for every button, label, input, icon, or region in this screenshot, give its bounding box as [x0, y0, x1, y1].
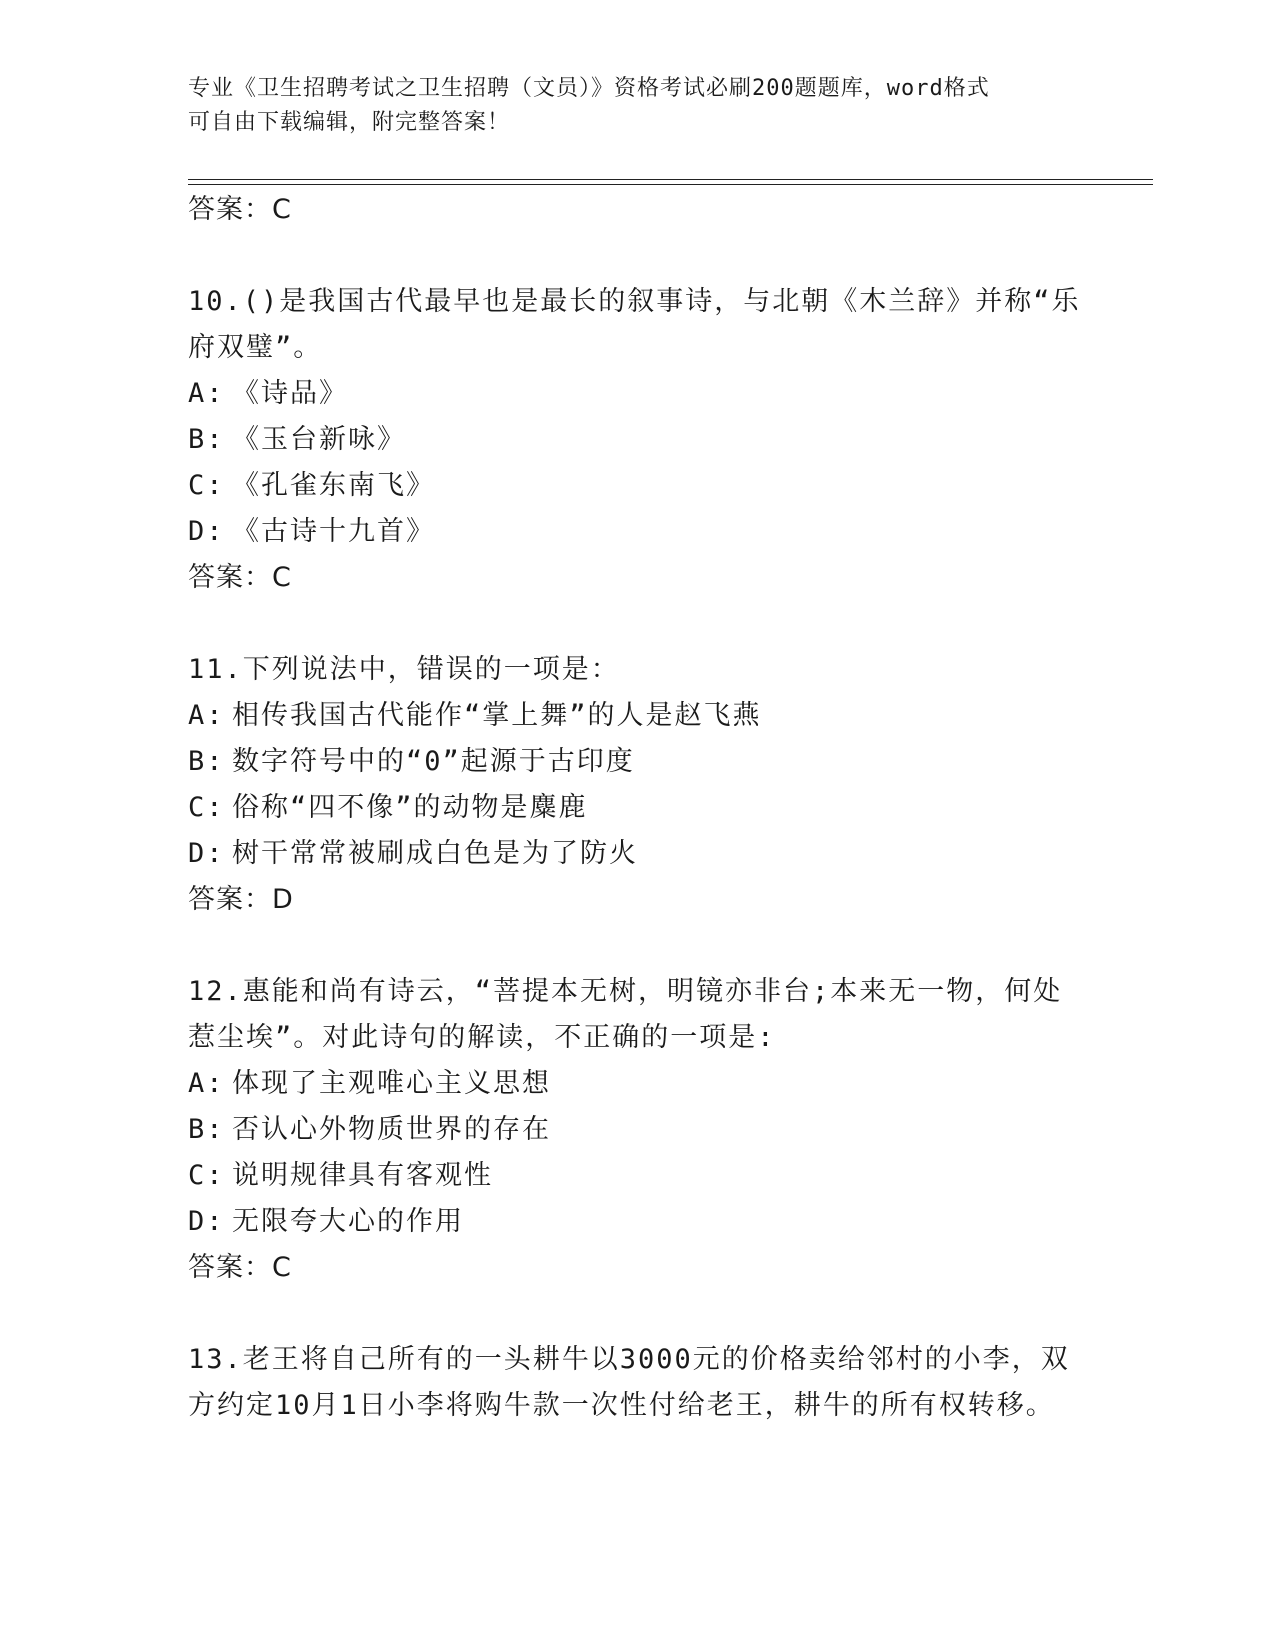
- option-d: [188, 509, 1088, 555]
- question-text: 方约定10月1日小李将购牛款一次性付给老王，耕牛的所有权转移。: [188, 1390, 1055, 1421]
- question-13: [188, 1337, 1088, 1429]
- option-b: [188, 1107, 1088, 1153]
- option-a: [188, 1061, 1088, 1107]
- option-label: A:: [188, 378, 225, 409]
- document-body: [188, 187, 1088, 1429]
- option-a: [188, 693, 1088, 739]
- option-text: 否认心外物质世界的存在: [232, 1114, 551, 1145]
- option-b: [188, 739, 1088, 785]
- header-line-1: 专业《卫生招聘考试之卫生招聘（文员）》资格考试必刷200题题库，word格式: [188, 76, 990, 101]
- option-text: 无限夸大心的作用: [232, 1206, 464, 1237]
- option-label: C:: [188, 1160, 225, 1191]
- question-text: 12.惠能和尚有诗云，“菩提本无树，明镜亦非台;本来无一物，何处: [188, 976, 1063, 1007]
- header-rule-top: [188, 179, 1153, 180]
- header-line-2: 可自由下载编辑，附完整答案！: [188, 110, 511, 135]
- answer-line: 答案：C: [188, 1252, 292, 1283]
- option-text: 体现了主观唯心主义思想: [232, 1068, 551, 1099]
- question-text: 惹尘埃”。对此诗句的解读，不正确的一项是:: [188, 1022, 776, 1053]
- option-text: 树干常常被刷成白色是为了防火: [232, 838, 638, 869]
- option-label: B:: [188, 1114, 225, 1145]
- option-text: 《诗品》: [232, 378, 348, 409]
- option-label: B:: [188, 424, 225, 455]
- question-11: [188, 647, 1088, 923]
- option-label: B:: [188, 746, 225, 777]
- option-text: 俗称“四不像”的动物是麋鹿: [232, 792, 588, 823]
- option-label: D:: [188, 1206, 225, 1237]
- option-label: A:: [188, 1068, 225, 1099]
- option-label: A:: [188, 700, 225, 731]
- option-text: 说明规律具有客观性: [232, 1160, 493, 1191]
- option-label: D:: [188, 838, 225, 869]
- option-text: 数字符号中的“0”起源于古印度: [232, 746, 635, 777]
- option-b: [188, 417, 1088, 463]
- answer-line: 答案：D: [188, 884, 294, 915]
- option-label: C:: [188, 470, 225, 501]
- option-label: C:: [188, 792, 225, 823]
- document-header: [188, 72, 1068, 140]
- answer-line: 答案：C: [188, 562, 292, 593]
- option-d: [188, 1199, 1088, 1245]
- question-12: [188, 969, 1088, 1291]
- option-c: [188, 1153, 1088, 1199]
- option-text: 《孔雀东南飞》: [232, 470, 435, 501]
- option-text: 相传我国古代能作“掌上舞”的人是赵飞燕: [232, 700, 762, 731]
- answer-line: 答案：C: [188, 194, 292, 225]
- option-d: [188, 831, 1088, 877]
- header-rule-bottom: [188, 184, 1153, 185]
- option-label: D:: [188, 516, 225, 547]
- question-text: 13.老王将自己所有的一头耕牛以3000元的价格卖给邻村的小李，双: [188, 1344, 1070, 1375]
- question-10: [188, 279, 1088, 601]
- question-text: 10.()是我国古代最早也是最长的叙事诗，与北朝《木兰辞》并称“乐: [188, 286, 1081, 317]
- option-c: [188, 785, 1088, 831]
- option-text: 《古诗十九首》: [232, 516, 435, 547]
- option-a: [188, 371, 1088, 417]
- option-c: [188, 463, 1088, 509]
- question-text: 11.下列说法中，错误的一项是：: [188, 654, 620, 685]
- question-text: 府双璧”。: [188, 332, 323, 363]
- option-text: 《玉台新咏》: [232, 424, 406, 455]
